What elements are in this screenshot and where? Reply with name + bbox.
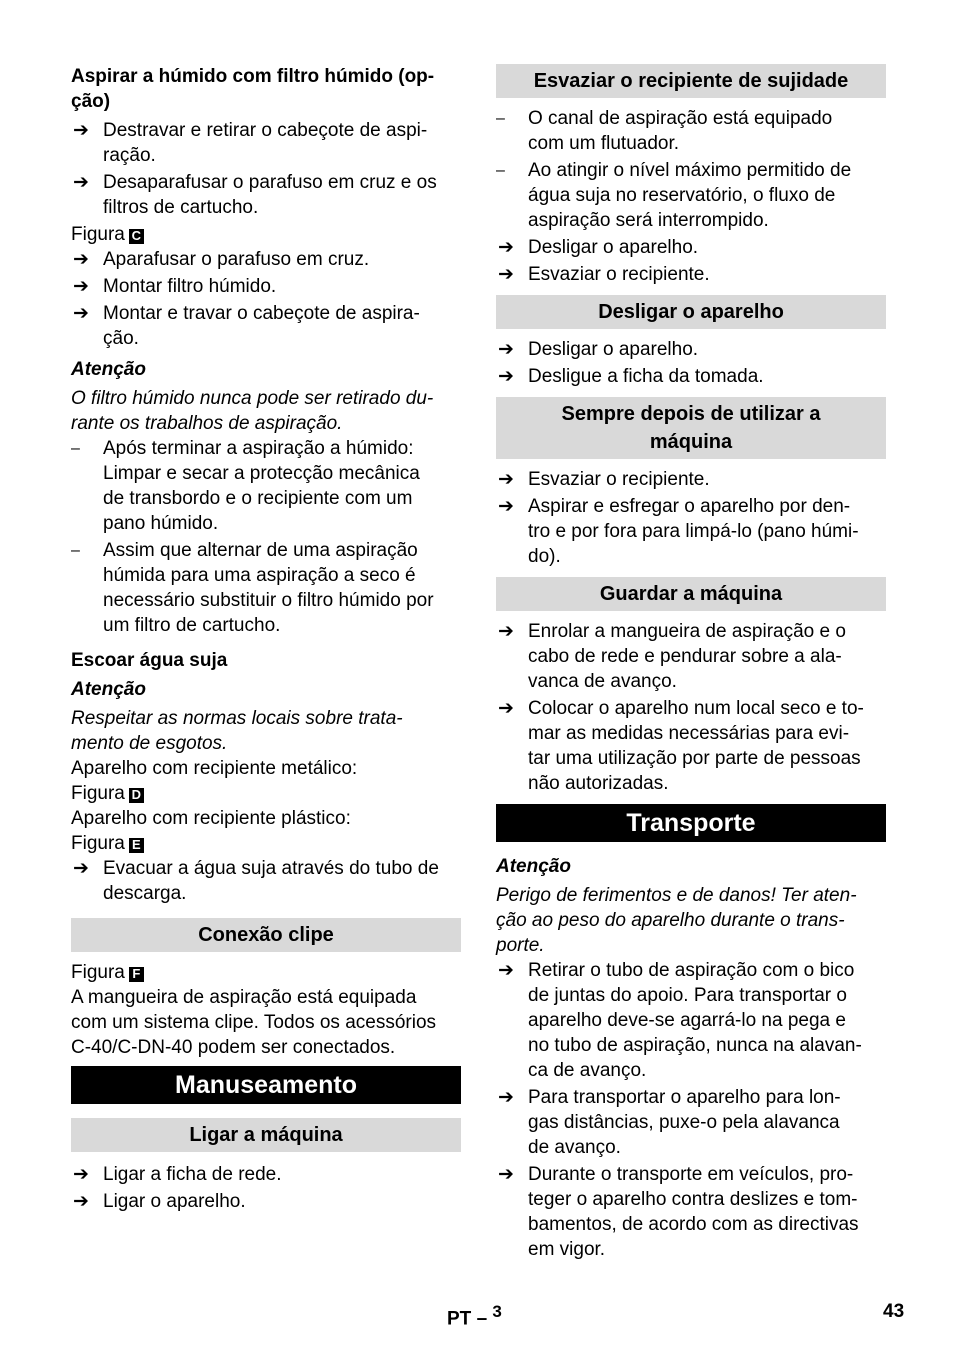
attention-line: mento de esgotos. bbox=[71, 733, 228, 754]
step-text: Ligar o aparelho. bbox=[103, 1191, 246, 1212]
arrow-right-icon: ➔ bbox=[498, 621, 514, 642]
step-text: Retirar o tubo de aspiração com o bico bbox=[528, 960, 855, 981]
step-text: Durante o transporte em veículos, pro- bbox=[528, 1164, 854, 1185]
page-number: 43 bbox=[883, 1301, 905, 1322]
dash-text: Ao atingir o nível máximo permitido de bbox=[528, 160, 852, 181]
attention-text bbox=[71, 386, 461, 436]
dash-item bbox=[71, 436, 461, 536]
figure-ref-c bbox=[71, 222, 461, 247]
arrow-right-icon: ➔ bbox=[498, 264, 514, 285]
step-text: cabo de rede e pendurar sobre a ala- bbox=[528, 646, 842, 667]
attention-label: Atenção bbox=[71, 359, 146, 380]
right-column bbox=[496, 64, 886, 1264]
arrow-right-icon: ➔ bbox=[498, 1164, 514, 1185]
step-text: ração. bbox=[103, 145, 156, 166]
step-text: tro e por fora para limpá-lo (pano húmi- bbox=[528, 521, 859, 542]
step-text: filtros de cartucho. bbox=[103, 197, 259, 218]
arrow-right-icon: ➔ bbox=[498, 366, 514, 387]
step-text: Para transportar o aparelho para lon- bbox=[528, 1087, 841, 1108]
attention-line: Respeitar as normas locais sobre trata- bbox=[71, 708, 403, 729]
figure-label: Figura bbox=[71, 224, 125, 245]
step-item bbox=[496, 467, 886, 492]
dash-item bbox=[496, 106, 886, 156]
step-text: ca de avanço. bbox=[528, 1060, 647, 1081]
chapter-transporte: Transporte bbox=[496, 804, 886, 842]
heading-line: ção) bbox=[71, 91, 111, 112]
step-item bbox=[496, 619, 886, 694]
body-line: com um sistema clipe. Todos os acessórios bbox=[71, 1012, 437, 1033]
dash-bullet: – bbox=[496, 162, 505, 179]
step-text: aparelho deve-se agarrá-lo na pega e bbox=[528, 1010, 846, 1031]
step-text: Desligue a ficha da tomada. bbox=[528, 366, 764, 387]
step-text: em vigor. bbox=[528, 1239, 606, 1260]
dash-item bbox=[496, 158, 886, 233]
arrow-right-icon: ➔ bbox=[73, 276, 89, 297]
footer-lang bbox=[447, 1299, 502, 1331]
heading-aspirar-humido bbox=[71, 64, 461, 114]
step-text: de juntas do apoio. Para transportar o bbox=[528, 985, 847, 1006]
figure-ref-f bbox=[71, 960, 461, 985]
body-line: C-40/C-DN-40 podem ser conectados. bbox=[71, 1037, 396, 1058]
dash-bullet: – bbox=[71, 542, 80, 559]
step-text: Aparafusar o parafuso em cruz. bbox=[103, 249, 370, 270]
dash-text: O canal de aspiração está equipado bbox=[528, 108, 833, 129]
arrow-right-icon: ➔ bbox=[498, 496, 514, 517]
step-text: Desligar o aparelho. bbox=[528, 339, 699, 360]
dash-text: água suja no reservatório, o fluxo de bbox=[528, 185, 836, 206]
attention-line: O filtro húmido nunca pode ser retirado du- bbox=[71, 388, 434, 409]
footer-separator: – bbox=[476, 1308, 488, 1330]
arrow-right-icon: ➔ bbox=[73, 1164, 89, 1185]
step-item bbox=[496, 364, 886, 389]
dash-text: aspiração será interrompido. bbox=[528, 210, 769, 231]
arrow-right-icon: ➔ bbox=[498, 339, 514, 360]
section-guardar-maquina: Guardar a máquina bbox=[496, 577, 886, 611]
attention-label: Atenção bbox=[496, 856, 571, 877]
dash-text: húmida para uma aspiração a seco é bbox=[103, 565, 416, 586]
attention-label: Atenção bbox=[71, 679, 146, 700]
step-item bbox=[71, 856, 461, 906]
body-line: A mangueira de aspiração está equipada bbox=[71, 987, 417, 1008]
step-text: de avanço. bbox=[528, 1137, 621, 1158]
arrow-right-icon: ➔ bbox=[73, 1191, 89, 1212]
attention-line: rante os trabalhos de aspiração. bbox=[71, 413, 343, 434]
step-item bbox=[496, 235, 886, 260]
chapter-manuseamento: Manuseamento bbox=[71, 1066, 461, 1104]
dash-text: necessário substituir o filtro húmido por bbox=[103, 590, 434, 611]
dash-text: um filtro de cartucho. bbox=[103, 615, 281, 636]
step-text: Desligar o aparelho. bbox=[528, 237, 699, 258]
arrow-right-icon: ➔ bbox=[73, 303, 89, 324]
step-item bbox=[496, 262, 886, 287]
step-text: tar uma utilização por parte de pessoas bbox=[528, 748, 861, 769]
arrow-right-icon: ➔ bbox=[498, 237, 514, 258]
conexao-text bbox=[71, 985, 461, 1060]
section-title-line: Sempre depois de utilizar a bbox=[561, 403, 821, 425]
heading-escoar-agua: Escoar água suja bbox=[71, 650, 228, 671]
step-item bbox=[71, 301, 461, 351]
step-text: no tubo de aspiração, nunca na alavan- bbox=[528, 1035, 862, 1056]
step-item bbox=[71, 274, 461, 299]
arrow-right-icon: ➔ bbox=[498, 960, 514, 981]
dash-bullet: – bbox=[496, 110, 505, 127]
step-text: Destravar e retirar o cabeçote de aspi- bbox=[103, 120, 428, 141]
step-item bbox=[496, 337, 886, 362]
step-text: vanca de avanço. bbox=[528, 671, 677, 692]
arrow-right-icon: ➔ bbox=[73, 172, 89, 193]
step-text: descarga. bbox=[103, 883, 187, 904]
section-sempre-depois bbox=[496, 397, 886, 459]
step-item bbox=[71, 118, 461, 168]
step-text: mar as medidas necessárias para evi- bbox=[528, 723, 850, 744]
dash-text: Após terminar a aspiração a húmido: bbox=[103, 438, 414, 459]
attention-line: ção ao peso do aparelho durante o trans- bbox=[496, 910, 845, 931]
step-text: não autorizadas. bbox=[528, 773, 669, 794]
arrow-right-icon: ➔ bbox=[498, 469, 514, 490]
step-text: Enrolar a mangueira de aspiração e o bbox=[528, 621, 846, 642]
dash-item bbox=[71, 538, 461, 638]
arrow-right-icon: ➔ bbox=[498, 698, 514, 719]
step-text: do). bbox=[528, 546, 561, 567]
figure-letter-badge: F bbox=[129, 967, 144, 982]
figure-label: Figura bbox=[71, 962, 125, 983]
step-item bbox=[71, 247, 461, 272]
section-esvaziar-recipiente: Esvaziar o recipiente de sujidade bbox=[496, 64, 886, 98]
attention-line: Perigo de ferimentos e de danos! Ter aten- bbox=[496, 885, 857, 906]
text-plastico: Aparelho com recipiente plástico: bbox=[71, 808, 351, 829]
section-ligar-maquina: Ligar a máquina bbox=[71, 1118, 461, 1152]
step-item bbox=[496, 958, 886, 1083]
arrow-right-icon: ➔ bbox=[73, 120, 89, 141]
section-number: 3 bbox=[492, 1302, 502, 1321]
dash-text: com um flutuador. bbox=[528, 133, 680, 154]
arrow-right-icon: ➔ bbox=[73, 249, 89, 270]
step-item bbox=[496, 494, 886, 569]
figure-letter-badge: D bbox=[129, 788, 144, 803]
step-item bbox=[71, 1189, 461, 1214]
text-metalico: Aparelho com recipiente metálico: bbox=[71, 758, 358, 779]
step-text: teger o aparelho contra deslizes e tom- bbox=[528, 1189, 858, 1210]
figure-ref-d bbox=[71, 781, 461, 806]
figure-letter-badge: C bbox=[129, 229, 144, 244]
step-text: Ligar a ficha de rede. bbox=[103, 1164, 282, 1185]
attention-text bbox=[496, 883, 886, 958]
figure-letter-badge: E bbox=[129, 838, 144, 853]
step-item bbox=[71, 170, 461, 220]
dash-text: pano húmido. bbox=[103, 513, 219, 534]
dash-text: Assim que alternar de uma aspiração bbox=[103, 540, 418, 561]
heading-line: Aspirar a húmido com filtro húmido (op- bbox=[71, 66, 435, 87]
step-text: Desaparafusar o parafuso em cruz e os bbox=[103, 172, 437, 193]
step-text: Montar filtro húmido. bbox=[103, 276, 277, 297]
section-conexao-clipe: Conexão clipe bbox=[71, 918, 461, 952]
language-code: PT bbox=[447, 1308, 472, 1330]
step-item bbox=[496, 1162, 886, 1262]
step-text: Evacuar a água suja através do tubo de bbox=[103, 858, 439, 879]
step-text: Montar e travar o cabeçote de aspira- bbox=[103, 303, 420, 324]
step-text: gas distâncias, puxe-o pela alavanca bbox=[528, 1112, 840, 1133]
arrow-right-icon: ➔ bbox=[498, 1087, 514, 1108]
attention-text bbox=[71, 706, 461, 756]
section-desligar-aparelho: Desligar o aparelho bbox=[496, 295, 886, 329]
figure-label: Figura bbox=[71, 833, 125, 854]
figure-ref-e bbox=[71, 831, 461, 856]
attention-line: porte. bbox=[496, 935, 545, 956]
section-title-line: máquina bbox=[649, 431, 733, 453]
step-text: Esvaziar o recipiente. bbox=[528, 469, 710, 490]
figure-label: Figura bbox=[71, 783, 125, 804]
step-item bbox=[496, 696, 886, 796]
step-text: bamentos, de acordo com as directivas bbox=[528, 1214, 859, 1235]
dash-text: Limpar e secar a protecção mecânica bbox=[103, 463, 420, 484]
step-text: Aspirar e esfregar o aparelho por den- bbox=[528, 496, 851, 517]
step-text: ção. bbox=[103, 328, 139, 349]
left-column bbox=[71, 64, 461, 1216]
step-item bbox=[496, 1085, 886, 1160]
arrow-right-icon: ➔ bbox=[73, 858, 89, 879]
step-item bbox=[71, 1162, 461, 1187]
dash-bullet: – bbox=[71, 440, 80, 457]
dash-text: de transbordo e o recipiente com um bbox=[103, 488, 413, 509]
step-text: Esvaziar o recipiente. bbox=[528, 264, 710, 285]
step-text: Colocar o aparelho num local seco e to- bbox=[528, 698, 864, 719]
